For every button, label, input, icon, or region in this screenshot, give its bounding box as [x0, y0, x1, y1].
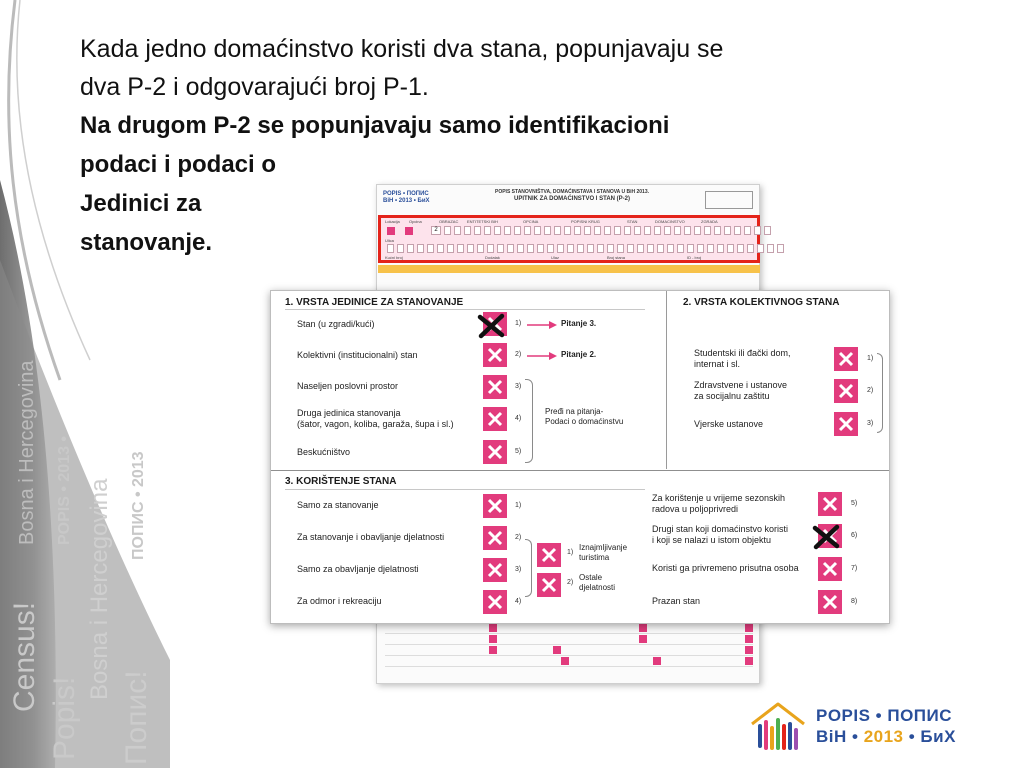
- thumb-cell: [507, 244, 514, 253]
- s3-num-2: 2): [515, 534, 522, 541]
- thumb-check-icon: [561, 657, 569, 665]
- thumb-label-kucni-broj: Kućni broj: [385, 255, 403, 260]
- thumb-cell: [647, 244, 654, 253]
- s3-sub-checkbox-1[interactable]: [537, 543, 561, 567]
- s3-checkbox-3[interactable]: [483, 558, 507, 582]
- thumb-check-icon: [639, 624, 647, 632]
- thumbnail-logo-line-2: BiH • 2013 • БиХ: [383, 198, 430, 204]
- s1-goto-pitanje-2: Pitanje 2.: [561, 350, 597, 359]
- x-mark-icon: [836, 414, 856, 434]
- thumb-cell: [474, 226, 481, 235]
- s3-label-samo-djelatnost: Samo za obavljanje djelatnosti: [297, 564, 419, 574]
- s3-num-5: 5): [851, 500, 858, 507]
- thumbnail-title-line-2: UPITNIK ZA DOMAĆINSTVO I STAN (P-2): [514, 196, 630, 202]
- thumbnail-header: [377, 185, 759, 215]
- thumb-label-domacinstvo: DOMACINSTVO: [655, 219, 685, 224]
- thumb-label-stan: STAN: [627, 219, 638, 224]
- thumb-cell: [494, 226, 501, 235]
- thumb-cell: [724, 226, 731, 235]
- thumb-cell: [437, 244, 444, 253]
- section2-title: 2. VRSTA KOLEKTIVNOG STANA: [683, 297, 840, 308]
- s3-sub-num-2: 2): [567, 579, 574, 586]
- thumb-obrazac-value: 2: [431, 226, 441, 235]
- thumb-label-lokacija: Lokacija: [385, 219, 400, 224]
- s1-checkbox-druga[interactable]: [483, 407, 507, 431]
- census-house-icon: [746, 700, 810, 754]
- thumb-cell: [697, 244, 704, 253]
- thumb-check-icon: [489, 635, 497, 643]
- s3-label-sezonski-l2: radova u poljoprivredi: [652, 504, 739, 514]
- thumb-cell: [504, 226, 511, 235]
- x-mark-icon: [485, 409, 505, 429]
- thumbnail-title-line-1: POPIS STANOVNIŠTVA, DOMAĆINSTAVA I STANOVA U BiH 2013.: [495, 189, 649, 195]
- thumb-lower-row: [385, 656, 753, 667]
- s2-label-zdravstvene-l2: za socijalnu zaštitu: [694, 391, 770, 401]
- s3-label-drugi-stan: [652, 524, 788, 546]
- thumb-label-ulica: Ulica: [385, 238, 394, 243]
- thumb-lower-row: [385, 623, 753, 634]
- s3-label-odmor: Za odmor i rekreaciju: [297, 596, 382, 606]
- s2-checkbox-vjerske[interactable]: [834, 412, 858, 436]
- thumb-spacer: [398, 226, 402, 235]
- s1-brace-note: [545, 407, 623, 427]
- s2-label-studentski: [694, 348, 791, 370]
- thumb-cell: [524, 226, 531, 235]
- band-text-popis-2013-cyrillic: ПОПИС • 2013: [130, 451, 147, 560]
- s3-checkbox-4[interactable]: [483, 590, 507, 614]
- thumbnail-lower-rows: [385, 623, 753, 667]
- s3-label-drugi-stan-l2: i koji se nalazi u istom objektu: [652, 535, 772, 545]
- thumb-label-ulaz: Ulaz: [551, 255, 560, 260]
- bold-line-2: podaci i podaci o: [80, 151, 277, 178]
- thumb-cell: [657, 244, 664, 253]
- s1-label-beskucnistvo: Beskućništvo: [297, 447, 351, 457]
- band-text-popis: Popis!: [48, 676, 81, 760]
- thumb-cell: [634, 226, 641, 235]
- x-mark-icon: [539, 545, 559, 565]
- thumb-cell: [777, 244, 784, 253]
- thumb-cell: [644, 226, 651, 235]
- s3-label-stanovanje-djelatnost: Za stanovanje i obavljanje djelatnosti: [297, 532, 445, 542]
- x-mark-icon: [820, 494, 840, 514]
- thumb-id-row-1: [387, 226, 771, 235]
- x-mark-icon: [485, 560, 505, 580]
- s1-checkbox-kolektivni[interactable]: [483, 343, 507, 367]
- thumb-cell: [727, 244, 734, 253]
- s3-num-8: 8): [851, 598, 858, 605]
- thumb-label-id-broj: ID - broj: [687, 255, 702, 260]
- logo-line-1: POPIS • ПОПИС: [816, 706, 953, 725]
- thumb-label-dodatak: Dodatak: [485, 255, 500, 260]
- intro-paragraph: [80, 30, 900, 106]
- p2-form-detail: [270, 290, 890, 624]
- thumb-cell: [554, 226, 561, 235]
- x-mark-icon: [485, 592, 505, 612]
- thumb-cell: [604, 226, 611, 235]
- thumb-cell: [397, 244, 404, 253]
- s3-label-privremeno: Koristi ga privremeno prisutna osoba: [652, 563, 799, 573]
- s2-group-brace: [877, 353, 883, 433]
- band-text-popis-cyrillic: Попис!: [120, 670, 153, 765]
- thumb-cell: [447, 244, 454, 253]
- s3-label-sezonski-l1: Za korištenje u vrijeme sezonskih: [652, 493, 786, 503]
- thumb-label-broj-stana: Broj stana: [607, 255, 626, 260]
- s3-sub-checkbox-2[interactable]: [537, 573, 561, 597]
- thumb-label-obrazac: OBRAZAC: [439, 219, 459, 224]
- bold-line-3: Jedinici za: [80, 190, 202, 217]
- thumb-cell: [677, 244, 684, 253]
- band-text-bih-latin: Bosna i Hercegovina: [86, 478, 113, 700]
- thumb-cell: [704, 226, 711, 235]
- thumb-cell: [547, 244, 554, 253]
- thumb-cell: [477, 244, 484, 253]
- thumb-cell: [694, 226, 701, 235]
- thumb-check-icon: [489, 646, 497, 654]
- thumb-cell: [757, 244, 764, 253]
- thumb-cell: [407, 244, 414, 253]
- x-mark-icon: [539, 575, 559, 595]
- thumbnail-logo: [383, 191, 430, 205]
- s3-checkbox-5[interactable]: [818, 492, 842, 516]
- band-text-bih-latin-small: Bosna i Hercegovina: [16, 360, 38, 545]
- thumb-cell: [624, 226, 631, 235]
- section-divider-horizontal: [271, 470, 889, 471]
- section1-title: 1. VRSTA JEDINICE ZA STANOVANJE: [285, 297, 464, 308]
- thumb-cell: [674, 226, 681, 235]
- s3-sub-label-ostale: [579, 573, 615, 593]
- s3-checkbox-2[interactable]: [483, 526, 507, 550]
- thumb-cell: [387, 244, 394, 253]
- thumb-lower-row: [385, 645, 753, 656]
- thumb-label-zgrada: ZGRADA: [701, 219, 718, 224]
- s3-num-6: 6): [851, 532, 858, 539]
- x-mark-icon: [485, 496, 505, 516]
- s2-checkbox-zdravstvene[interactable]: [834, 379, 858, 403]
- thumb-cell: [744, 226, 751, 235]
- thumb-cell: [417, 244, 424, 253]
- identification-data-highlight: [378, 215, 760, 263]
- section3-rule: [285, 489, 645, 490]
- x-mark-icon: [485, 345, 505, 365]
- thumb-cell: [707, 244, 714, 253]
- s1-label-stan: Stan (u zgradi/kući): [297, 319, 375, 329]
- thumb-check-icon: [653, 657, 661, 665]
- thumb-cell: [764, 226, 771, 235]
- section3-title: 3. KORIŠTENJE STANA: [285, 476, 397, 487]
- s3-sub-num-1: 1): [567, 549, 574, 556]
- s1-num-1: 1): [515, 320, 522, 327]
- thumb-label-opcina: Opcina: [409, 219, 422, 224]
- thumb-check-icon: [745, 646, 753, 654]
- thumb-cell: [527, 244, 534, 253]
- arrow-right-icon: [527, 351, 559, 361]
- s3-checkbox-8[interactable]: [818, 590, 842, 614]
- logo-bih: BiH •: [816, 727, 864, 746]
- thumb-cell: [667, 244, 674, 253]
- section-divider-vertical: [666, 291, 667, 469]
- thumb-cell: [517, 244, 524, 253]
- thumb-cell: [654, 226, 661, 235]
- arrow-right-icon: [527, 320, 559, 330]
- s3-checkbox-1[interactable]: [483, 494, 507, 518]
- intro-line-2: dva P-2 i odgovarajući broj P-1.: [80, 73, 429, 101]
- s3-sub-label-iznajmljivanje: [579, 543, 627, 563]
- thumb-cell: [467, 244, 474, 253]
- s2-label-studentski-l2: internat i sl.: [694, 359, 741, 369]
- s2-num-1: 1): [867, 355, 874, 362]
- thumb-label-opcina-2: OPCINA: [523, 219, 539, 224]
- s3-num-7: 7): [851, 565, 858, 572]
- thumb-cell: [487, 244, 494, 253]
- thumb-cell: [714, 226, 721, 235]
- s3-sub-brace: [525, 539, 532, 597]
- thumb-cell: [754, 226, 761, 235]
- s3-num-3: 3): [515, 566, 522, 573]
- section1-rule: [285, 309, 645, 310]
- thumb-cell: [457, 244, 464, 253]
- thumb-cell: [627, 244, 634, 253]
- s3-sub-label-2-l2: djelatnosti: [579, 583, 616, 592]
- thumb-cell: [584, 226, 591, 235]
- thumb-cell: [684, 226, 691, 235]
- thumb-cell: [734, 226, 741, 235]
- s2-label-vjerske: Vjerske ustanove: [694, 419, 764, 429]
- thumb-cell: [594, 226, 601, 235]
- thumb-cell: [537, 244, 544, 253]
- thumbnail-orange-strip: [378, 265, 760, 273]
- thumb-cell: [464, 226, 471, 235]
- thumb-check-icon: [405, 227, 413, 235]
- band-text-census: Census!: [8, 601, 41, 712]
- handwritten-cross-icon: [811, 524, 845, 550]
- s3-num-1: 1): [515, 502, 522, 509]
- s1-label-kolektivni: Kolektivni (institucionalni) stan: [297, 350, 418, 360]
- x-mark-icon: [820, 559, 840, 579]
- logo-bih-cyrillic: • БиХ: [903, 727, 956, 746]
- thumb-cell: [664, 226, 671, 235]
- s1-brace-note-line-2: Podaci o domaćinstvu: [545, 417, 624, 426]
- thumb-check-icon: [639, 635, 647, 643]
- s2-label-zdravstvene: [694, 380, 787, 402]
- thumb-id-row-2: [387, 244, 784, 253]
- thumb-cell: [454, 226, 461, 235]
- s3-label-prazan: Prazan stan: [652, 596, 701, 606]
- thumb-cell: [687, 244, 694, 253]
- thumb-check-icon: [745, 624, 753, 632]
- logo-line-2: [816, 727, 956, 747]
- s1-goto-pitanje-3: Pitanje 3.: [561, 319, 597, 328]
- thumb-cell: [767, 244, 774, 253]
- thumb-spacer: [416, 226, 428, 235]
- x-mark-icon: [485, 377, 505, 397]
- thumb-label-entitet: ENTITETSKI BIH: [467, 219, 498, 224]
- logo-year: 2013: [863, 727, 904, 746]
- s1-group-brace: [525, 379, 533, 463]
- x-mark-icon: [820, 592, 840, 612]
- thumb-check-icon: [745, 657, 753, 665]
- s2-num-3: 3): [867, 420, 874, 427]
- thumb-cell: [577, 244, 584, 253]
- thumb-cell: [444, 226, 451, 235]
- intro-line-1: Kada jedno domaćinstvo koristi dva stana, popunjavaju se: [80, 35, 724, 63]
- s1-num-2: 2): [515, 351, 522, 358]
- s1-label-poslovni: Naseljen poslovni prostor: [297, 381, 399, 391]
- thumb-cell: [534, 226, 541, 235]
- bold-line-4: stanovanje.: [80, 229, 213, 256]
- s1-label-druga: Druga jedinica stanovanja (šator, vagon, koliba, garaža, šupa i sl.): [297, 408, 454, 429]
- thumbnail-code-box: [705, 191, 753, 209]
- thumb-cell: [607, 244, 614, 253]
- s3-sub-label-2-l1: Ostale: [579, 573, 603, 582]
- s3-label-drugi-stan-l1: Drugi stan koji domaćinstvo koristi: [652, 524, 789, 534]
- s2-label-zdravstvene-l1: Zdravstvene i ustanove: [694, 380, 788, 390]
- thumb-lower-row: [385, 634, 753, 645]
- thumb-label-popisni-krug: POPISNI KRUG: [571, 219, 600, 224]
- thumb-check-icon: [489, 624, 497, 632]
- thumb-cell: [514, 226, 521, 235]
- thumb-cell: [427, 244, 434, 253]
- thumb-cell: [587, 244, 594, 253]
- thumbnail-title: [472, 189, 672, 203]
- x-mark-icon: [836, 381, 856, 401]
- thumb-cell: [747, 244, 754, 253]
- x-mark-icon: [485, 528, 505, 548]
- thumb-cell: [717, 244, 724, 253]
- s1-num-5: 5): [515, 448, 522, 455]
- thumb-check-icon: [387, 227, 395, 235]
- x-mark-icon: [485, 442, 505, 462]
- s1-num-4: 4): [515, 415, 522, 422]
- thumb-check-icon: [553, 646, 561, 654]
- thumb-cell: [497, 244, 504, 253]
- handwritten-cross-icon: [476, 313, 510, 339]
- s3-sub-label-1-l1: Iznajmljivanje: [579, 543, 628, 552]
- s3-label-sezonski: [652, 493, 785, 515]
- thumb-cell: [544, 226, 551, 235]
- s3-checkbox-7[interactable]: [818, 557, 842, 581]
- thumb-cell: [614, 226, 621, 235]
- thumb-cell: [557, 244, 564, 253]
- s1-num-3: 3): [515, 383, 522, 390]
- s3-num-4: 4): [515, 598, 522, 605]
- s3-sub-label-1-l2: turistima: [579, 553, 610, 562]
- thumb-cell: [564, 226, 571, 235]
- thumb-cell: [617, 244, 624, 253]
- bold-line-1: Na drugom P-2 se popunjavaju samo identifikacioni: [80, 112, 670, 139]
- s2-label-studentski-l1: Studentski ili đački dom,: [694, 348, 791, 358]
- x-mark-icon: [836, 349, 856, 369]
- band-text-popis-2013: POPIS • 2013 •: [56, 435, 73, 545]
- s1-checkbox-poslovni[interactable]: [483, 375, 507, 399]
- thumb-cell: [567, 244, 574, 253]
- thumb-check-icon: [745, 635, 753, 643]
- s1-checkbox-beskucnistvo[interactable]: [483, 440, 507, 464]
- s3-label-samo-stanovanje: Samo za stanovanje: [297, 500, 379, 510]
- thumb-cell: [737, 244, 744, 253]
- popis-logo: [746, 694, 986, 758]
- thumb-cell: [637, 244, 644, 253]
- thumbnail-logo-line-1: POPIS • ПОПИС: [383, 191, 429, 197]
- s1-brace-note-line-1: Pređi na pitanja-: [545, 407, 604, 416]
- s2-num-2: 2): [867, 387, 874, 394]
- thumb-cell: [597, 244, 604, 253]
- thumb-cell: [574, 226, 581, 235]
- thumb-cell: [484, 226, 491, 235]
- s2-checkbox-studentski[interactable]: [834, 347, 858, 371]
